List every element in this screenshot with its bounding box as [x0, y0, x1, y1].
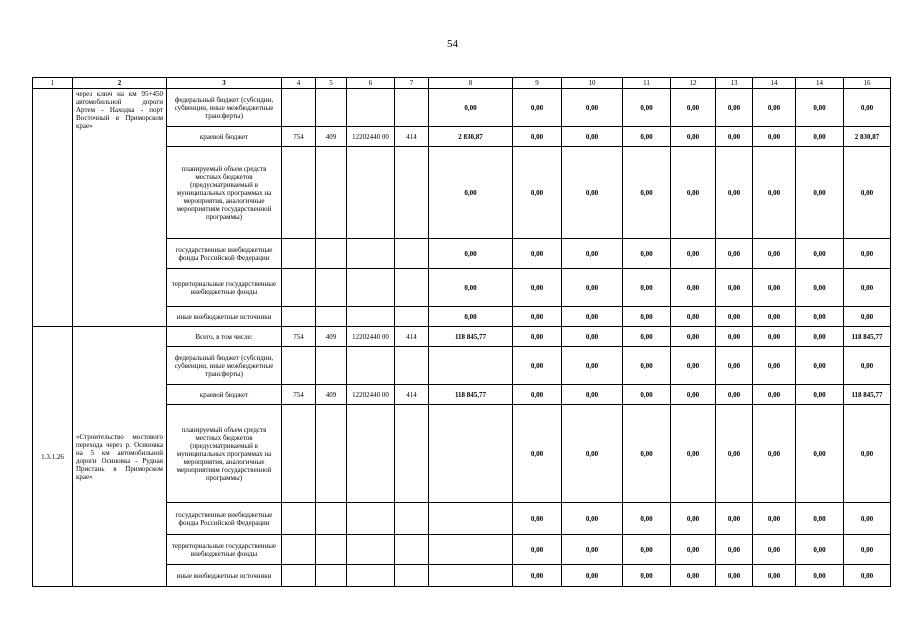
amount-cell: 0,00: [753, 127, 796, 147]
funding-source: государственные внебюджетные фонды Российской Федерации: [167, 503, 282, 535]
amount-cell: 0,00: [753, 307, 796, 327]
code-rzpr: [316, 89, 347, 127]
funding-source: территориальные государственные внебюджетные фонды: [167, 269, 282, 307]
code-rzpr: 409: [316, 327, 347, 347]
amount-cell: 0,00: [844, 503, 891, 535]
amount-cell: 0,00: [513, 239, 562, 269]
column-header: 14: [796, 78, 844, 89]
code-vr: 414: [395, 127, 429, 147]
amount-cell: 0,00: [513, 147, 562, 239]
amount-cell: 0,00: [429, 239, 513, 269]
code-csr: [347, 239, 395, 269]
amount-cell: 0,00: [513, 347, 562, 385]
row-index: 1.3.1.26: [33, 327, 73, 587]
amount-cell: 0,00: [562, 239, 623, 269]
amount-cell: 0,00: [671, 385, 716, 405]
code-vr: 414: [395, 327, 429, 347]
amount-cell: 0,00: [429, 269, 513, 307]
code-csr: [347, 147, 395, 239]
code-csr: [347, 503, 395, 535]
code-csr: 12202440 00: [347, 385, 395, 405]
code-vr: [395, 269, 429, 307]
funding-source: государственные внебюджетные фонды Российской Федерации: [167, 239, 282, 269]
amount-cell: 0,00: [844, 307, 891, 327]
amount-cell: 0,00: [623, 503, 671, 535]
amount-cell: 0,00: [671, 269, 716, 307]
amount-cell: 0,00: [671, 239, 716, 269]
amount-cell: 0,00: [562, 385, 623, 405]
amount-cell: 0,00: [796, 327, 844, 347]
code-grbs: [282, 147, 316, 239]
amount-cell: 0,00: [716, 307, 753, 327]
code-vr: [395, 565, 429, 587]
amount-cell: 0,00: [513, 89, 562, 127]
code-grbs: [282, 535, 316, 565]
measure-description: «Строительство мостового перехода через р. Осиновка на 5 км автомобильной дороги Осиновка - Рудная Пристань в Приморском крае»: [73, 327, 167, 587]
amount-cell: 0,00: [671, 89, 716, 127]
code-csr: [347, 405, 395, 503]
column-header: 10: [562, 78, 623, 89]
amount-cell: 0,00: [844, 89, 891, 127]
code-grbs: 754: [282, 327, 316, 347]
amount-cell: 0,00: [844, 405, 891, 503]
amount-cell: 0,00: [623, 535, 671, 565]
amount-cell: 0,00: [796, 89, 844, 127]
amount-cell: 0,00: [796, 535, 844, 565]
table-row: [33, 327, 891, 347]
amount-cell: 0,00: [716, 535, 753, 565]
funding-source: планируемый объем средств местных бюджетов (предусматриваемый в муниципальных программах на мероприятия, аналогичные мероприятиям государственной программы): [167, 405, 282, 503]
code-rzpr: [316, 535, 347, 565]
code-csr: 12202440 00: [347, 327, 395, 347]
amount-cell: 0,00: [513, 385, 562, 405]
code-rzpr: [316, 239, 347, 269]
amount-cell: 0,00: [623, 269, 671, 307]
amount-cell: 0,00: [562, 307, 623, 327]
column-header: 16: [844, 78, 891, 89]
amount-cell: 0,00: [716, 327, 753, 347]
amount-cell: 0,00: [753, 269, 796, 307]
amount-cell: 0,00: [562, 565, 623, 587]
amount-cell: 0,00: [513, 327, 562, 347]
amount-cell: 0,00: [513, 565, 562, 587]
amount-cell: 0,00: [844, 347, 891, 385]
amount-cell: 0,00: [623, 147, 671, 239]
funding-source: планируемый объем средств местных бюджетов (предусматриваемый в муниципальных программах на мероприятия, аналогичные мероприятиям государственной программы): [167, 147, 282, 239]
amount-cell: 0,00: [562, 347, 623, 385]
amount-cell: 0,00: [844, 269, 891, 307]
code-rzpr: 409: [316, 127, 347, 147]
amount-cell: [429, 565, 513, 587]
amount-cell: 0,00: [796, 239, 844, 269]
amount-cell: 0,00: [753, 385, 796, 405]
code-vr: [395, 307, 429, 327]
row-index: [33, 89, 73, 327]
column-header: 3: [167, 78, 282, 89]
amount-cell: 0,00: [671, 147, 716, 239]
amount-cell: 0,00: [513, 307, 562, 327]
amount-cell: 0,00: [753, 405, 796, 503]
amount-cell: 118 845,77: [844, 327, 891, 347]
amount-cell: 0,00: [796, 405, 844, 503]
amount-cell: 0,00: [562, 269, 623, 307]
amount-cell: 0,00: [716, 239, 753, 269]
amount-cell: 0,00: [796, 147, 844, 239]
amount-cell: 0,00: [716, 565, 753, 587]
amount-cell: 0,00: [796, 347, 844, 385]
funding-source: Всего, в том числе:: [167, 327, 282, 347]
code-grbs: [282, 405, 316, 503]
amount-cell: 0,00: [753, 535, 796, 565]
amount-cell: 0,00: [671, 307, 716, 327]
amount-cell: 0,00: [562, 89, 623, 127]
column-header: 6: [347, 78, 395, 89]
amount-cell: 118 845,77: [429, 385, 513, 405]
funding-source: краевой бюджет: [167, 127, 282, 147]
amount-cell: 0,00: [562, 535, 623, 565]
amount-cell: 0,00: [513, 503, 562, 535]
code-vr: [395, 89, 429, 127]
amount-cell: 0,00: [753, 503, 796, 535]
code-rzpr: [316, 347, 347, 385]
code-csr: [347, 535, 395, 565]
code-grbs: [282, 503, 316, 535]
amount-cell: 0,00: [429, 307, 513, 327]
amount-cell: 0,00: [671, 503, 716, 535]
amount-cell: 0,00: [753, 347, 796, 385]
amount-cell: 0,00: [671, 347, 716, 385]
code-csr: [347, 307, 395, 327]
amount-cell: 0,00: [562, 127, 623, 147]
amount-cell: 0,00: [796, 565, 844, 587]
code-grbs: [282, 89, 316, 127]
amount-cell: 0,00: [623, 385, 671, 405]
amount-cell: 0,00: [796, 503, 844, 535]
amount-cell: 0,00: [716, 503, 753, 535]
amount-cell: 118 845,77: [429, 327, 513, 347]
code-vr: 414: [395, 385, 429, 405]
amount-cell: 0,00: [753, 89, 796, 127]
code-rzpr: 409: [316, 385, 347, 405]
amount-cell: 0,00: [753, 327, 796, 347]
code-csr: [347, 269, 395, 307]
amount-cell: 0,00: [513, 269, 562, 307]
amount-cell: 0,00: [513, 405, 562, 503]
measure-description: через ключ на км 95+450 автомобильной дороги Артем - Находка - порт Восточный в Приморском крае»: [73, 89, 167, 327]
amount-cell: 0,00: [716, 127, 753, 147]
amount-cell: 0,00: [623, 327, 671, 347]
amount-cell: 0,00: [623, 565, 671, 587]
amount-cell: 0,00: [844, 535, 891, 565]
amount-cell: 0,00: [844, 147, 891, 239]
column-header: 12: [671, 78, 716, 89]
amount-cell: 0,00: [623, 405, 671, 503]
amount-cell: 0,00: [716, 347, 753, 385]
amount-cell: 0,00: [623, 127, 671, 147]
column-header: 14: [753, 78, 796, 89]
column-header: 8: [429, 78, 513, 89]
amount-cell: 2 830,87: [844, 127, 891, 147]
code-vr: [395, 347, 429, 385]
amount-cell: 0,00: [562, 503, 623, 535]
amount-cell: 0,00: [796, 269, 844, 307]
amount-cell: 0,00: [671, 327, 716, 347]
funding-source: территориальные государственные внебюджетные фонды: [167, 535, 282, 565]
amount-cell: 118 845,77: [844, 385, 891, 405]
funding-source: краевой бюджет: [167, 385, 282, 405]
code-grbs: [282, 347, 316, 385]
amount-cell: 0,00: [429, 147, 513, 239]
column-header: 11: [623, 78, 671, 89]
amount-cell: 0,00: [623, 239, 671, 269]
code-vr: [395, 535, 429, 565]
code-rzpr: [316, 503, 347, 535]
code-csr: 12202440 00: [347, 127, 395, 147]
amount-cell: 0,00: [716, 405, 753, 503]
code-vr: [395, 503, 429, 535]
code-vr: [395, 405, 429, 503]
amount-cell: 0,00: [562, 147, 623, 239]
amount-cell: 0,00: [753, 239, 796, 269]
funding-source: федеральный бюджет (субсидии, субвенции, иные межбюджетные трансферты): [167, 347, 282, 385]
funding-source: иные внебюджетные источники: [167, 307, 282, 327]
code-grbs: 754: [282, 385, 316, 405]
code-csr: [347, 565, 395, 587]
amount-cell: 0,00: [671, 127, 716, 147]
code-rzpr: [316, 307, 347, 327]
code-csr: [347, 347, 395, 385]
amount-cell: 0,00: [671, 565, 716, 587]
funding-source: иные внебюджетные источники: [167, 565, 282, 587]
table-row: [33, 89, 891, 127]
code-rzpr: [316, 405, 347, 503]
amount-cell: 0,00: [796, 127, 844, 147]
budget-table: [32, 77, 891, 587]
column-header: 13: [716, 78, 753, 89]
page-number: 54: [447, 38, 458, 50]
amount-cell: 0,00: [623, 347, 671, 385]
code-rzpr: [316, 147, 347, 239]
amount-cell: 0,00: [796, 307, 844, 327]
amount-cell: [429, 405, 513, 503]
amount-cell: 0,00: [671, 405, 716, 503]
amount-cell: 0,00: [562, 405, 623, 503]
column-header: 5: [316, 78, 347, 89]
amount-cell: 0,00: [623, 307, 671, 327]
code-rzpr: [316, 269, 347, 307]
amount-cell: [429, 503, 513, 535]
code-vr: [395, 239, 429, 269]
amount-cell: 0,00: [844, 565, 891, 587]
amount-cell: 0,00: [716, 89, 753, 127]
amount-cell: 0,00: [671, 535, 716, 565]
header-row: [33, 78, 891, 89]
funding-source: федеральный бюджет (субсидии, субвенции, иные межбюджетные трансферты): [167, 89, 282, 127]
amount-cell: 0,00: [716, 269, 753, 307]
code-grbs: [282, 239, 316, 269]
amount-cell: 0,00: [753, 147, 796, 239]
amount-cell: 0,00: [796, 385, 844, 405]
amount-cell: 2 830,87: [429, 127, 513, 147]
column-header: 7: [395, 78, 429, 89]
column-header: 4: [282, 78, 316, 89]
amount-cell: 0,00: [753, 565, 796, 587]
amount-cell: 0,00: [623, 89, 671, 127]
amount-cell: 0,00: [844, 239, 891, 269]
code-grbs: [282, 565, 316, 587]
code-grbs: [282, 269, 316, 307]
column-header: 2: [73, 78, 167, 89]
amount-cell: 0,00: [716, 147, 753, 239]
amount-cell: [429, 347, 513, 385]
amount-cell: [429, 535, 513, 565]
code-grbs: [282, 307, 316, 327]
column-header: 1: [33, 78, 73, 89]
code-vr: [395, 147, 429, 239]
amount-cell: 0,00: [716, 385, 753, 405]
code-rzpr: [316, 565, 347, 587]
column-header: 9: [513, 78, 562, 89]
amount-cell: 0,00: [513, 535, 562, 565]
code-csr: [347, 89, 395, 127]
amount-cell: 0,00: [562, 327, 623, 347]
amount-cell: 0,00: [513, 127, 562, 147]
amount-cell: 0,00: [429, 89, 513, 127]
code-grbs: 754: [282, 127, 316, 147]
